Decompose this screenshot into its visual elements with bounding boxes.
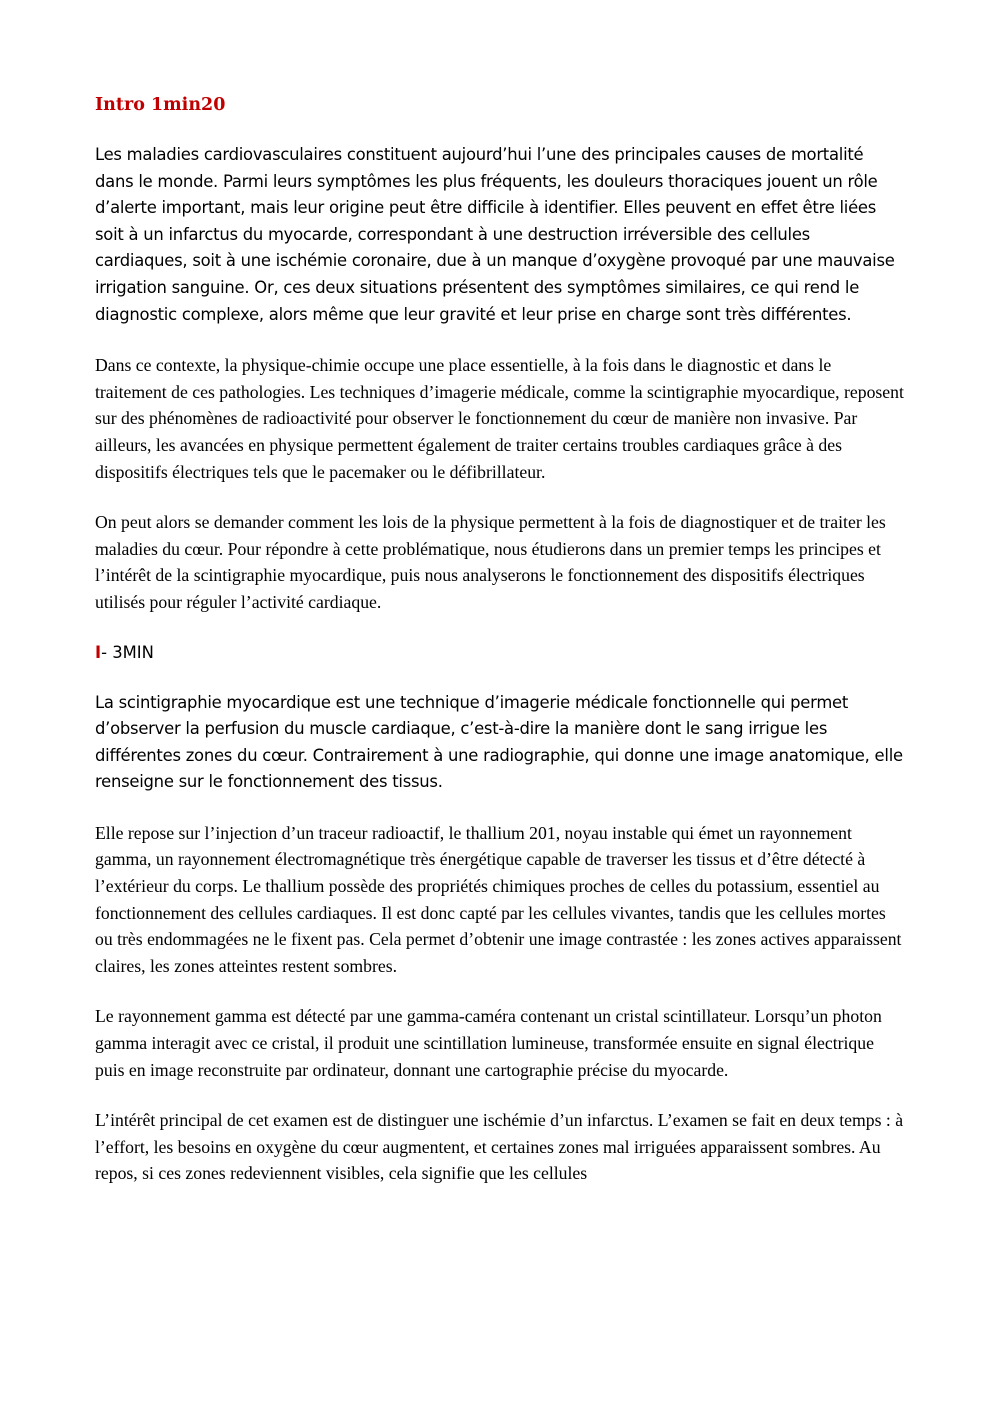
- document-page: [95, 92, 905, 1211]
- section1-paragraph-1: La scintigraphie myocardique est une technique d’imagerie médicale fonctionnelle qui permet d’observer la perfusion du muscle cardiaque, c’est-à-dire la manière dont le sang irrigue les différentes zones du cœur. Contrairement à une radiographie, qui donne une image anatomique, elle renseigne sur le fonctionnement des tissus.: [95, 692, 903, 792]
- intro-heading: Intro 1min20: [95, 95, 226, 115]
- section1-numeral: I: [95, 642, 102, 662]
- intro-paragraph-1: Les maladies cardiovasculaires constituent aujourd’hui l’une des principales causes de mortalité dans le monde. Parmi leurs symptômes les plus fréquents, les douleurs thoraciques jouent un rôle d’alerte important, mais leur origine peut être difficile à identifier. Elles peuvent en effet être liées soit à un infarctus du myocarde, correspondant à une destruction irréversible des cellules cardiaques, soit à une ischémie coronaire, due à un manque d’oxygène provoqué par une mauvaise irrigation sanguine. Or, ces deux situations présentent des symptômes similaires, ce qui rend le diagnostic complexe, alors même que leur gravité et leur prise en charge sont très différentes.: [95, 145, 895, 324]
- intro-paragraph-2: Dans ce contexte, la physique-chimie occupe une place essentielle, à la fois dans le diagnostic et dans le traitement de ces pathologies. Les techniques d’imagerie médicale, comme la scintigraphie myocardique, reposent sur des phénomènes de radioactivité pour observer le fonctionnement du cœur de manière non invasive. Par ailleurs, les avancées en physique permettent également de traiter certains troubles cardiaques grâce à des dispositifs électriques tels que le pacemaker ou le défibrillateur.: [95, 355, 904, 482]
- section1-title: - 3MIN: [101, 642, 154, 662]
- section1-paragraph-3: Le rayonnement gamma est détecté par une gamma-caméra contenant un cristal scintillateur. Lorsqu’un photon gamma interagit avec ce cristal, il produit une scintillation lumineuse, transformée ensuite en signal électrique puis en image reconstruite par ordinateur, donnant une cartographie précise du myocarde.: [95, 1006, 882, 1080]
- intro-paragraph-3: On peut alors se demander comment les lois de la physique permettent à la fois de diagnostiquer et de traiter les maladies du cœur. Pour répondre à cette problématique, nous étudierons dans un premier temps les principes et l’intérêt de la scintigraphie myocardique, puis nous analyserons le fonctionnement des dispositifs électriques utilisés pour réguler l’activité cardiaque.: [95, 512, 886, 612]
- section1-heading: [95, 640, 905, 666]
- section1-paragraph-4: L’intérêt principal de cet examen est de distinguer une ischémie d’un infarctus. L’examen se fait en deux temps : à l’effort, les besoins en oxygène du cœur augmentent, et certaines zones mal irriguées apparaissent sombres. Au repos, si ces zones redeviennent visibles, cela signifie que les cellules: [95, 1110, 904, 1184]
- section1-paragraph-2: Elle repose sur l’injection d’un traceur radioactif, le thallium 201, noyau instable qui émet un rayonnement gamma, un rayonnement électromagnétique très énergétique capable de traverser les tissus et d’être détecté à l’extérieur du corps. Le thallium possède des propriétés chimiques proches de celles du potassium, essentiel au fonctionnement des cellules cardiaques. Il est donc capté par les cellules vivantes, tandis que les cellules mortes ou très endommagées ne le fixent pas. Cela permet d’obtenir une image contrastée : les zones actives apparaissent claires, les zones atteintes restent sombres.: [95, 822, 902, 976]
